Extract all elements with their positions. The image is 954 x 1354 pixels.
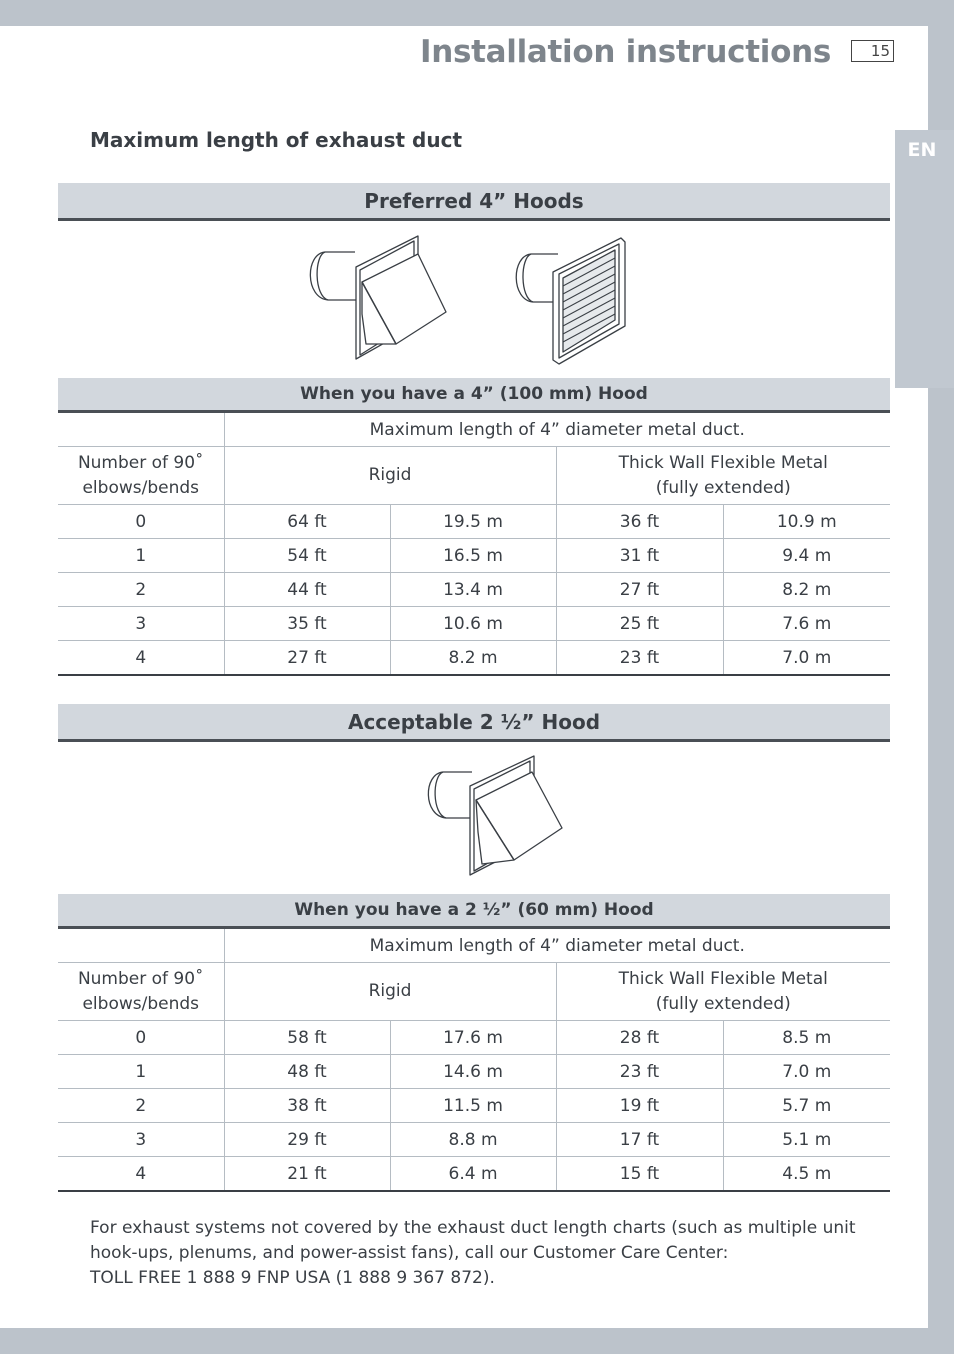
cell-elbows: 4	[58, 1157, 224, 1192]
cell-flex-ft: 15 ft	[556, 1157, 723, 1192]
cell-rigid-ft: 21 ft	[224, 1157, 390, 1192]
preferred-hoods-band	[58, 183, 890, 221]
table-subheader-row	[58, 447, 890, 505]
cell-rigid-m: 17.6 m	[390, 1021, 556, 1055]
col-header-flex-line1: Thick Wall Flexible Metal	[618, 452, 828, 473]
cell-elbows: 2	[58, 573, 224, 607]
cell-rigid-ft: 27 ft	[224, 641, 390, 676]
cell-elbows: 0	[58, 1021, 224, 1055]
cell-flex-m: 7.6 m	[723, 607, 890, 641]
footnote-line: hook-ups, plenums, and power-assist fans), call our Customer Care Center:	[90, 1243, 729, 1263]
cell-rigid-ft: 48 ft	[224, 1055, 390, 1089]
table-row	[58, 1089, 890, 1123]
col-header-elbows-line1: Number of 90˚	[77, 452, 204, 473]
span-header: Maximum length of 4” diameter metal duct.	[224, 929, 890, 963]
cell-rigid-ft: 58 ft	[224, 1021, 390, 1055]
table-row	[58, 573, 890, 607]
cell-flex-m: 5.7 m	[723, 1089, 890, 1123]
col-header-flex-line2: (fully extended)	[655, 993, 791, 1014]
table-empty-cell	[58, 929, 224, 963]
table-row	[58, 1157, 890, 1192]
table-row	[58, 505, 890, 539]
cell-flex-m: 8.2 m	[723, 573, 890, 607]
cell-flex-ft: 31 ft	[556, 539, 723, 573]
cell-elbows: 2	[58, 1089, 224, 1123]
col-header-elbows-line2: elbows/bends	[82, 993, 200, 1014]
cell-flex-m: 7.0 m	[723, 1055, 890, 1089]
cell-flex-ft: 23 ft	[556, 1055, 723, 1089]
table2-title-band	[58, 894, 890, 929]
cell-rigid-ft: 54 ft	[224, 539, 390, 573]
acceptable-hood-band	[58, 704, 890, 742]
cell-rigid-m: 16.5 m	[390, 539, 556, 573]
cell-elbows: 3	[58, 1123, 224, 1157]
table-row	[58, 607, 890, 641]
cell-flex-ft: 17 ft	[556, 1123, 723, 1157]
cell-rigid-m: 13.4 m	[390, 573, 556, 607]
cell-flex-ft: 36 ft	[556, 505, 723, 539]
col-header-flex-line2: (fully extended)	[655, 477, 791, 498]
preferred-hoods-title: Preferred 4” Hoods	[364, 189, 584, 213]
duct-length-table-2-5in	[58, 929, 890, 1192]
cell-flex-ft: 19 ft	[556, 1089, 723, 1123]
cell-elbows: 1	[58, 1055, 224, 1089]
footnote-line: TOLL FREE 1 888 9 FNP USA (1 888 9 367 872).	[90, 1268, 495, 1288]
cell-rigid-ft: 64 ft	[224, 505, 390, 539]
page-title: Installation instructions	[419, 34, 831, 70]
cell-rigid-m: 10.6 m	[390, 607, 556, 641]
cell-flex-m: 7.0 m	[723, 641, 890, 676]
louvered-wall-cap-hood-icon	[300, 232, 455, 364]
cell-flex-m: 5.1 m	[723, 1123, 890, 1157]
col-header-rigid: Rigid	[224, 447, 556, 505]
cell-elbows: 3	[58, 607, 224, 641]
table2-title: When you have a 2 ½” (60 mm) Hood	[294, 900, 654, 920]
cell-rigid-m: 8.2 m	[390, 641, 556, 676]
col-header-elbows	[58, 447, 224, 505]
cell-rigid-m: 8.8 m	[390, 1123, 556, 1157]
footnote-line: For exhaust systems not covered by the exhaust duct length charts (such as multiple unit	[90, 1218, 856, 1238]
cell-rigid-ft: 35 ft	[224, 607, 390, 641]
cell-rigid-m: 19.5 m	[390, 505, 556, 539]
cell-rigid-m: 6.4 m	[390, 1157, 556, 1192]
cell-rigid-ft: 44 ft	[224, 573, 390, 607]
duct-length-table-4in	[58, 413, 890, 676]
cell-rigid-ft: 38 ft	[224, 1089, 390, 1123]
cell-flex-m: 4.5 m	[723, 1157, 890, 1192]
grille-vent-hood-icon	[503, 232, 633, 367]
col-header-flex	[556, 963, 890, 1021]
col-header-flex	[556, 447, 890, 505]
table-row	[58, 1123, 890, 1157]
cell-flex-ft: 25 ft	[556, 607, 723, 641]
table-row	[58, 1021, 890, 1055]
language-tab[interactable]	[895, 130, 954, 388]
cell-elbows: 4	[58, 641, 224, 676]
table-subheader-row	[58, 963, 890, 1021]
cell-flex-ft: 27 ft	[556, 573, 723, 607]
section-heading: Maximum length of exhaust duct	[90, 128, 463, 152]
table-row	[58, 539, 890, 573]
col-header-flex-line1: Thick Wall Flexible Metal	[618, 968, 828, 989]
cell-rigid-ft: 29 ft	[224, 1123, 390, 1157]
cell-flex-m: 8.5 m	[723, 1021, 890, 1055]
acceptable-hood-title: Acceptable 2 ½” Hood	[347, 710, 601, 734]
col-header-elbows-line2: elbows/bends	[82, 477, 200, 498]
col-header-rigid: Rigid	[224, 963, 556, 1021]
cell-rigid-m: 14.6 m	[390, 1055, 556, 1089]
table-header-row	[58, 413, 890, 447]
cell-flex-ft: 28 ft	[556, 1021, 723, 1055]
page-number: 15	[851, 40, 894, 62]
cell-flex-m: 10.9 m	[723, 505, 890, 539]
cell-elbows: 1	[58, 539, 224, 573]
cell-elbows: 0	[58, 505, 224, 539]
col-header-elbows-line1: Number of 90˚	[77, 968, 204, 989]
table-empty-cell	[58, 413, 224, 447]
table-row	[58, 641, 890, 676]
footnote	[90, 1216, 870, 1291]
cell-rigid-m: 11.5 m	[390, 1089, 556, 1123]
louvered-wall-cap-hood-icon	[418, 752, 568, 880]
col-header-elbows	[58, 963, 224, 1021]
cell-flex-m: 9.4 m	[723, 539, 890, 573]
cell-flex-ft: 23 ft	[556, 641, 723, 676]
language-tab-label: EN	[907, 139, 937, 161]
table1-title-band	[58, 378, 890, 413]
table-header-row	[58, 929, 890, 963]
span-header: Maximum length of 4” diameter metal duct.	[224, 413, 890, 447]
table1-title: When you have a 4” (100 mm) Hood	[300, 384, 648, 404]
table-row	[58, 1055, 890, 1089]
